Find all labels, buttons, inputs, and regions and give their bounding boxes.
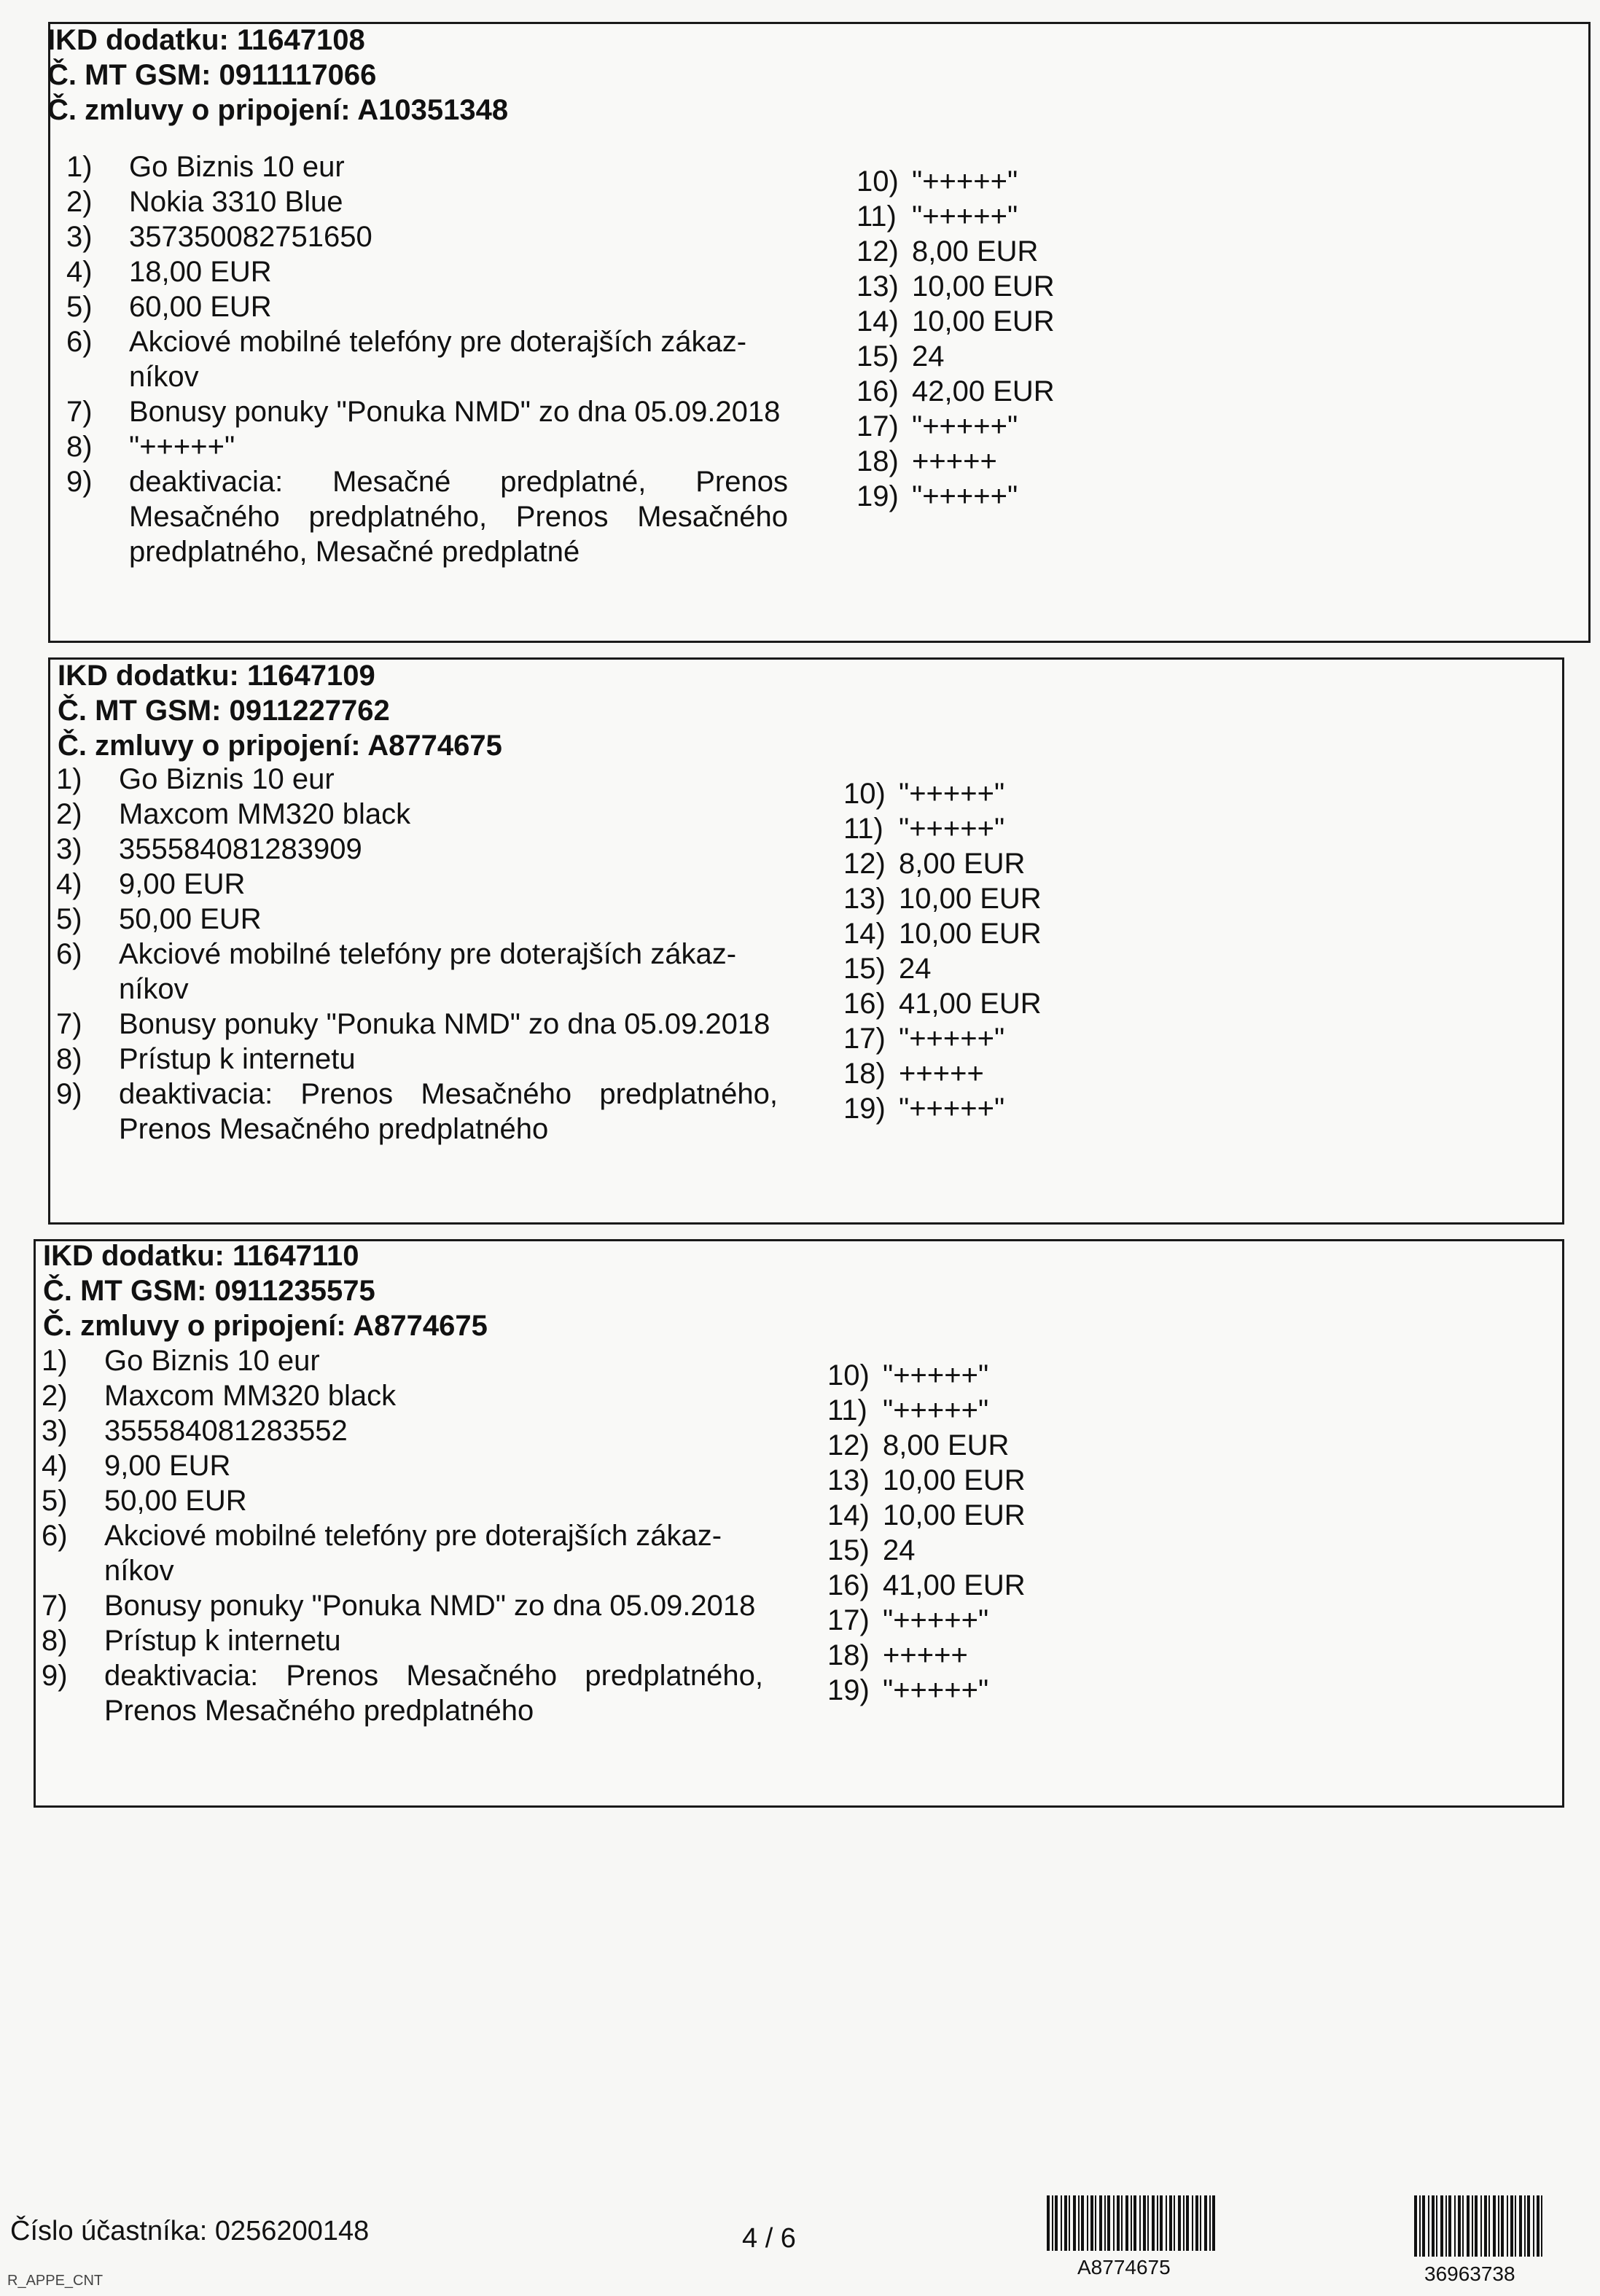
- item-text: "+++++": [899, 778, 1005, 810]
- barcode-bar: [1432, 2195, 1435, 2257]
- barcode-bar: [1212, 2195, 1215, 2251]
- barcode-bar: [1498, 2195, 1499, 2257]
- item-number: 18): [856, 445, 899, 477]
- barcode-bar: [1445, 2195, 1447, 2257]
- barcode-bar: [1169, 2195, 1172, 2251]
- barcode-bar: [1157, 2195, 1158, 2251]
- barcode-bar: [1527, 2195, 1530, 2257]
- list-item: [856, 164, 1221, 199]
- item-text: 50,00 EUR: [104, 1485, 247, 1517]
- list-item: [856, 444, 1221, 479]
- gsm-number: Č. MT GSM: 0911117066: [47, 59, 377, 91]
- list-item: [56, 937, 778, 1007]
- barcode-bar: [1061, 2195, 1062, 2251]
- barcode-bar: [1472, 2195, 1473, 2257]
- item-text: 9,00 EUR: [104, 1450, 231, 1482]
- item-number: 12): [827, 1429, 870, 1461]
- item-text: 8,00 EUR: [883, 1429, 1010, 1461]
- item-number: 7): [66, 396, 93, 428]
- item-number: 17): [856, 410, 899, 442]
- item-text: Go Biznis 10 eur: [104, 1345, 320, 1377]
- barcode-bar: [1488, 2195, 1490, 2257]
- list-item: [42, 1413, 763, 1448]
- barcode-bar: [1047, 2195, 1050, 2251]
- item-text: 41,00 EUR: [899, 988, 1042, 1020]
- item-number: 11): [856, 200, 897, 233]
- list-item: [843, 776, 1208, 811]
- barcode-bar: [1507, 2195, 1508, 2257]
- item-number: 7): [56, 1008, 82, 1040]
- list-item: [843, 811, 1208, 846]
- item-text: "+++++": [129, 431, 235, 463]
- item-number: 4): [56, 868, 82, 900]
- list-item: [42, 1343, 763, 1378]
- barcode-bar: [1458, 2195, 1461, 2257]
- list-item: [42, 1518, 763, 1588]
- item-number: 11): [843, 813, 883, 845]
- list-item: [66, 429, 788, 464]
- barcode-bar: [1095, 2195, 1096, 2251]
- barcode-bar: [1524, 2195, 1526, 2257]
- item-number: 2): [42, 1380, 68, 1412]
- barcode-document: [1414, 2195, 1545, 2257]
- item-number: 3): [42, 1415, 68, 1447]
- gsm-number: Č. MT GSM: 0911235575: [43, 1275, 375, 1307]
- item-number: 4): [66, 256, 93, 288]
- item-number: 14): [856, 305, 899, 337]
- item-text: 10,00 EUR: [883, 1499, 1026, 1531]
- item-number: 14): [843, 918, 886, 950]
- item-text: +++++: [883, 1639, 968, 1671]
- barcode-bar: [1467, 2195, 1470, 2257]
- list-item: [66, 149, 788, 184]
- barcode-bar: [1183, 2195, 1185, 2251]
- barcode-contract: [1047, 2195, 1218, 2251]
- barcode-bar: [1081, 2195, 1084, 2251]
- barcode-bar: [1541, 2195, 1542, 2257]
- barcode-bar: [1113, 2195, 1115, 2251]
- list-item: [843, 1091, 1208, 1126]
- barcode-bar: [1436, 2195, 1437, 2257]
- item-number: 1): [56, 763, 82, 795]
- item-text: "+++++": [883, 1674, 989, 1706]
- list-item: [42, 1448, 763, 1483]
- list-item: [843, 846, 1208, 881]
- item-number: 16): [843, 988, 886, 1020]
- addendum-header: [43, 1238, 488, 1343]
- item-text: 355584081283909: [119, 833, 362, 865]
- item-number: 15): [856, 340, 899, 372]
- barcode-contract-label: A8774675: [1077, 2256, 1171, 2279]
- barcode-bar: [1440, 2195, 1443, 2257]
- contract-number: Č. zmluvy o pripojení: A8774675: [58, 730, 502, 762]
- list-item: [56, 867, 778, 902]
- item-number: 7): [42, 1590, 68, 1622]
- item-number: 8): [66, 431, 93, 463]
- item-text: "+++++": [899, 1023, 1005, 1055]
- barcode-bar: [1104, 2195, 1106, 2251]
- ikd-number: IKD dodatku: 11647108: [47, 24, 365, 56]
- barcode-bar: [1174, 2195, 1175, 2251]
- barcode-bar: [1454, 2195, 1456, 2257]
- item-number: 5): [66, 291, 93, 323]
- item-text: 24: [912, 340, 945, 372]
- item-text: 18,00 EUR: [129, 256, 272, 288]
- barcode-bar: [1131, 2195, 1132, 2251]
- item-text: 10,00 EUR: [883, 1464, 1026, 1496]
- item-number: 10): [856, 165, 899, 198]
- list-item: [843, 1056, 1208, 1091]
- item-number: 10): [843, 778, 886, 810]
- barcode-bar: [1073, 2195, 1076, 2251]
- barcode-document-label: 36963738: [1424, 2262, 1515, 2285]
- item-number: 10): [827, 1359, 870, 1391]
- item-number: 5): [42, 1485, 68, 1517]
- list-item: [856, 374, 1221, 409]
- form-code: R_APPE_CNT: [7, 2273, 104, 2289]
- barcode-bar: [1055, 2195, 1058, 2251]
- item-text: Bonusy ponuky "Ponuka NMD" zo dna 05.09.2018: [104, 1590, 756, 1622]
- item-number: 13): [856, 270, 899, 302]
- list-item: [56, 762, 778, 797]
- left-item-list: [42, 1343, 763, 1728]
- list-item: [827, 1673, 1192, 1708]
- barcode-bar: [1117, 2195, 1120, 2251]
- list-item: [856, 234, 1221, 269]
- item-text: "+++++": [883, 1394, 989, 1426]
- item-number: 17): [843, 1023, 886, 1055]
- item-text: 355584081283552: [104, 1415, 348, 1447]
- barcode-bar: [1069, 2195, 1070, 2251]
- list-item: [827, 1358, 1192, 1393]
- item-number: 1): [42, 1345, 68, 1377]
- item-text: 10,00 EUR: [912, 270, 1055, 302]
- page-number: 4 / 6: [742, 2223, 796, 2254]
- list-item: [42, 1658, 763, 1728]
- item-number: 13): [843, 883, 886, 915]
- item-text: 357350082751650: [129, 221, 372, 253]
- barcode-bar: [1448, 2195, 1451, 2257]
- item-number: 6): [42, 1520, 68, 1552]
- item-number: 13): [827, 1464, 870, 1496]
- addendum-header: [58, 658, 502, 763]
- barcode-bar: [1133, 2195, 1136, 2251]
- barcode-bar: [1192, 2195, 1193, 2251]
- item-number: 8): [42, 1625, 68, 1657]
- list-item: [827, 1568, 1192, 1603]
- item-text: +++++: [912, 445, 997, 477]
- contract-number: Č. zmluvy o pripojení: A8774675: [43, 1310, 488, 1342]
- right-item-list: [843, 776, 1208, 1126]
- item-number: 19): [856, 480, 899, 512]
- list-item: [856, 199, 1221, 234]
- item-text: 9,00 EUR: [119, 868, 246, 900]
- addendum-header: [47, 23, 508, 128]
- item-number: 12): [843, 848, 886, 880]
- barcode-bar: [1515, 2195, 1516, 2257]
- left-item-list: [66, 149, 788, 569]
- barcode-bar: [1147, 2195, 1149, 2251]
- list-item: [827, 1393, 1192, 1428]
- item-text: deaktivacia: Prenos Mesačného predplatného, Prenos Mesačného predplatného: [104, 1660, 763, 1727]
- item-text: 24: [883, 1534, 916, 1566]
- item-text: deaktivacia: Prenos Mesačného predplatného, Prenos Mesačného predplatného: [119, 1078, 778, 1145]
- barcode-bar: [1480, 2195, 1482, 2257]
- item-number: 9): [66, 466, 93, 498]
- list-item: [856, 304, 1221, 339]
- item-number: 2): [56, 798, 82, 830]
- list-item: [56, 1042, 778, 1077]
- barcode-bar: [1209, 2195, 1211, 2251]
- item-text: "+++++": [899, 813, 1005, 845]
- item-text: "+++++": [912, 165, 1018, 198]
- item-text: 42,00 EUR: [912, 375, 1055, 407]
- list-item: [827, 1428, 1192, 1463]
- barcode-bar: [1533, 2195, 1534, 2257]
- item-text: +++++: [899, 1058, 984, 1090]
- barcode-bar: [1121, 2195, 1123, 2251]
- item-text: Bonusy ponuky "Ponuka NMD" zo dna 05.09.2018: [129, 396, 781, 428]
- list-item: [42, 1378, 763, 1413]
- item-text: 60,00 EUR: [129, 291, 272, 323]
- barcode-bar: [1519, 2195, 1522, 2257]
- barcode-bar: [1160, 2195, 1163, 2251]
- list-item: [56, 902, 778, 937]
- item-text: "+++++": [899, 1093, 1005, 1125]
- ikd-number: IKD dodatku: 11647109: [58, 660, 375, 692]
- barcode-bar: [1484, 2195, 1487, 2257]
- item-number: 15): [843, 953, 886, 985]
- list-item: [843, 951, 1208, 986]
- list-item: [827, 1533, 1192, 1568]
- barcode-bar: [1125, 2195, 1128, 2251]
- addendum-block-1: [48, 22, 1591, 643]
- barcode-bar: [1475, 2195, 1478, 2257]
- item-text: Prístup k internetu: [104, 1625, 341, 1657]
- list-item: [66, 324, 788, 394]
- barcode-bar: [1493, 2195, 1496, 2257]
- barcode-bar: [1099, 2195, 1102, 2251]
- barcode-bar: [1510, 2195, 1513, 2257]
- left-item-list: [56, 762, 778, 1147]
- list-item: [42, 1483, 763, 1518]
- item-text: Akciové mobilné telefóny pre doterajších zákaz-níkov: [129, 326, 747, 393]
- barcode-bar: [1064, 2195, 1067, 2251]
- list-item: [42, 1588, 763, 1623]
- list-item: [843, 986, 1208, 1021]
- list-item: [42, 1623, 763, 1658]
- list-item: [66, 219, 788, 254]
- ikd-number: IKD dodatku: 11647110: [43, 1240, 359, 1272]
- item-text: "+++++": [883, 1604, 989, 1636]
- item-text: 8,00 EUR: [912, 235, 1039, 268]
- list-item: [56, 1007, 778, 1042]
- barcode-bar: [1200, 2195, 1201, 2251]
- item-number: 2): [66, 186, 93, 218]
- list-item: [827, 1638, 1192, 1673]
- addendum-block-3: [34, 1239, 1564, 1808]
- item-number: 5): [56, 903, 82, 935]
- barcode-bar: [1204, 2195, 1207, 2251]
- item-text: "+++++": [912, 200, 1018, 233]
- list-item: [856, 409, 1221, 444]
- barcode-bar: [1166, 2195, 1167, 2251]
- item-number: 1): [66, 151, 93, 183]
- item-number: 14): [827, 1499, 870, 1531]
- item-text: "+++++": [912, 480, 1018, 512]
- barcode-bar: [1195, 2195, 1198, 2251]
- list-item: [843, 881, 1208, 916]
- item-text: 10,00 EUR: [899, 918, 1042, 950]
- gsm-number: Č. MT GSM: 0911227762: [58, 695, 390, 727]
- item-text: Go Biznis 10 eur: [119, 763, 335, 795]
- right-item-list: [856, 164, 1221, 514]
- item-text: 50,00 EUR: [119, 903, 262, 935]
- list-item: [66, 184, 788, 219]
- item-number: 18): [827, 1639, 870, 1671]
- item-text: Maxcom MM320 black: [119, 798, 411, 830]
- list-item: [66, 254, 788, 289]
- barcode-bar: [1422, 2195, 1425, 2257]
- list-item: [827, 1498, 1192, 1533]
- barcode-bar: [1462, 2195, 1464, 2257]
- list-item: [856, 479, 1221, 514]
- item-text: 41,00 EUR: [883, 1569, 1026, 1601]
- barcode-bar: [1186, 2195, 1189, 2251]
- item-number: 12): [856, 235, 899, 268]
- item-number: 19): [843, 1093, 886, 1125]
- item-text: 10,00 EUR: [912, 305, 1055, 337]
- barcode-bar: [1087, 2195, 1088, 2251]
- item-text: Nokia 3310 Blue: [129, 186, 343, 218]
- list-item: [56, 797, 778, 832]
- list-item: [827, 1463, 1192, 1498]
- list-item: [66, 464, 788, 569]
- item-text: Akciové mobilné telefóny pre doterajších zákaz-níkov: [119, 938, 737, 1005]
- list-item: [856, 339, 1221, 374]
- list-item: [66, 394, 788, 429]
- item-number: 18): [843, 1058, 886, 1090]
- item-number: 3): [56, 833, 82, 865]
- subscriber-number: Číslo účastníka: 0256200148: [10, 2216, 370, 2246]
- item-text: deaktivacia: Mesačné predplatné, Prenos Mesačného predplatného, Prenos Mesačného predplatného, Mesačné predplatné: [129, 466, 788, 568]
- item-text: 10,00 EUR: [899, 883, 1042, 915]
- list-item: [56, 1077, 778, 1147]
- contract-number: Č. zmluvy o pripojení: A10351348: [47, 94, 509, 126]
- barcode-bar: [1107, 2195, 1110, 2251]
- item-text: Akciové mobilné telefóny pre doterajších zákaz-níkov: [104, 1520, 722, 1587]
- list-item: [856, 269, 1221, 304]
- item-number: 8): [56, 1043, 82, 1075]
- right-item-list: [827, 1358, 1192, 1708]
- list-item: [843, 916, 1208, 951]
- item-text: 24: [899, 953, 932, 985]
- list-item: [66, 289, 788, 324]
- item-number: 11): [827, 1394, 867, 1426]
- item-number: 9): [42, 1660, 68, 1692]
- list-item: [827, 1603, 1192, 1638]
- barcode-bar: [1419, 2195, 1421, 2257]
- item-number: 16): [827, 1569, 870, 1601]
- item-text: 8,00 EUR: [899, 848, 1026, 880]
- barcode-bar: [1090, 2195, 1093, 2251]
- barcode-bar: [1428, 2195, 1429, 2257]
- item-number: 16): [856, 375, 899, 407]
- barcode-bar: [1143, 2195, 1146, 2251]
- barcode-bar: [1052, 2195, 1053, 2251]
- item-text: "+++++": [912, 410, 1018, 442]
- barcode-bar: [1537, 2195, 1539, 2257]
- addendum-block-2: [48, 657, 1564, 1225]
- list-item: [56, 832, 778, 867]
- item-text: Bonusy ponuky "Ponuka NMD" zo dna 05.09.2018: [119, 1008, 770, 1040]
- barcode-bar: [1501, 2195, 1504, 2257]
- item-number: 4): [42, 1450, 68, 1482]
- item-text: Prístup k internetu: [119, 1043, 356, 1075]
- item-number: 6): [66, 326, 93, 358]
- item-number: 19): [827, 1674, 870, 1706]
- item-number: 3): [66, 221, 93, 253]
- barcode-bar: [1139, 2195, 1141, 2251]
- item-number: 15): [827, 1534, 870, 1566]
- barcode-bar: [1078, 2195, 1080, 2251]
- item-number: 6): [56, 938, 82, 970]
- barcode-bar: [1152, 2195, 1155, 2251]
- item-text: "+++++": [883, 1359, 989, 1391]
- item-number: 9): [56, 1078, 82, 1110]
- barcode-bar: [1178, 2195, 1181, 2251]
- item-text: Go Biznis 10 eur: [129, 151, 345, 183]
- barcode-bar: [1414, 2195, 1417, 2257]
- item-text: Maxcom MM320 black: [104, 1380, 397, 1412]
- list-item: [843, 1021, 1208, 1056]
- item-number: 17): [827, 1604, 870, 1636]
